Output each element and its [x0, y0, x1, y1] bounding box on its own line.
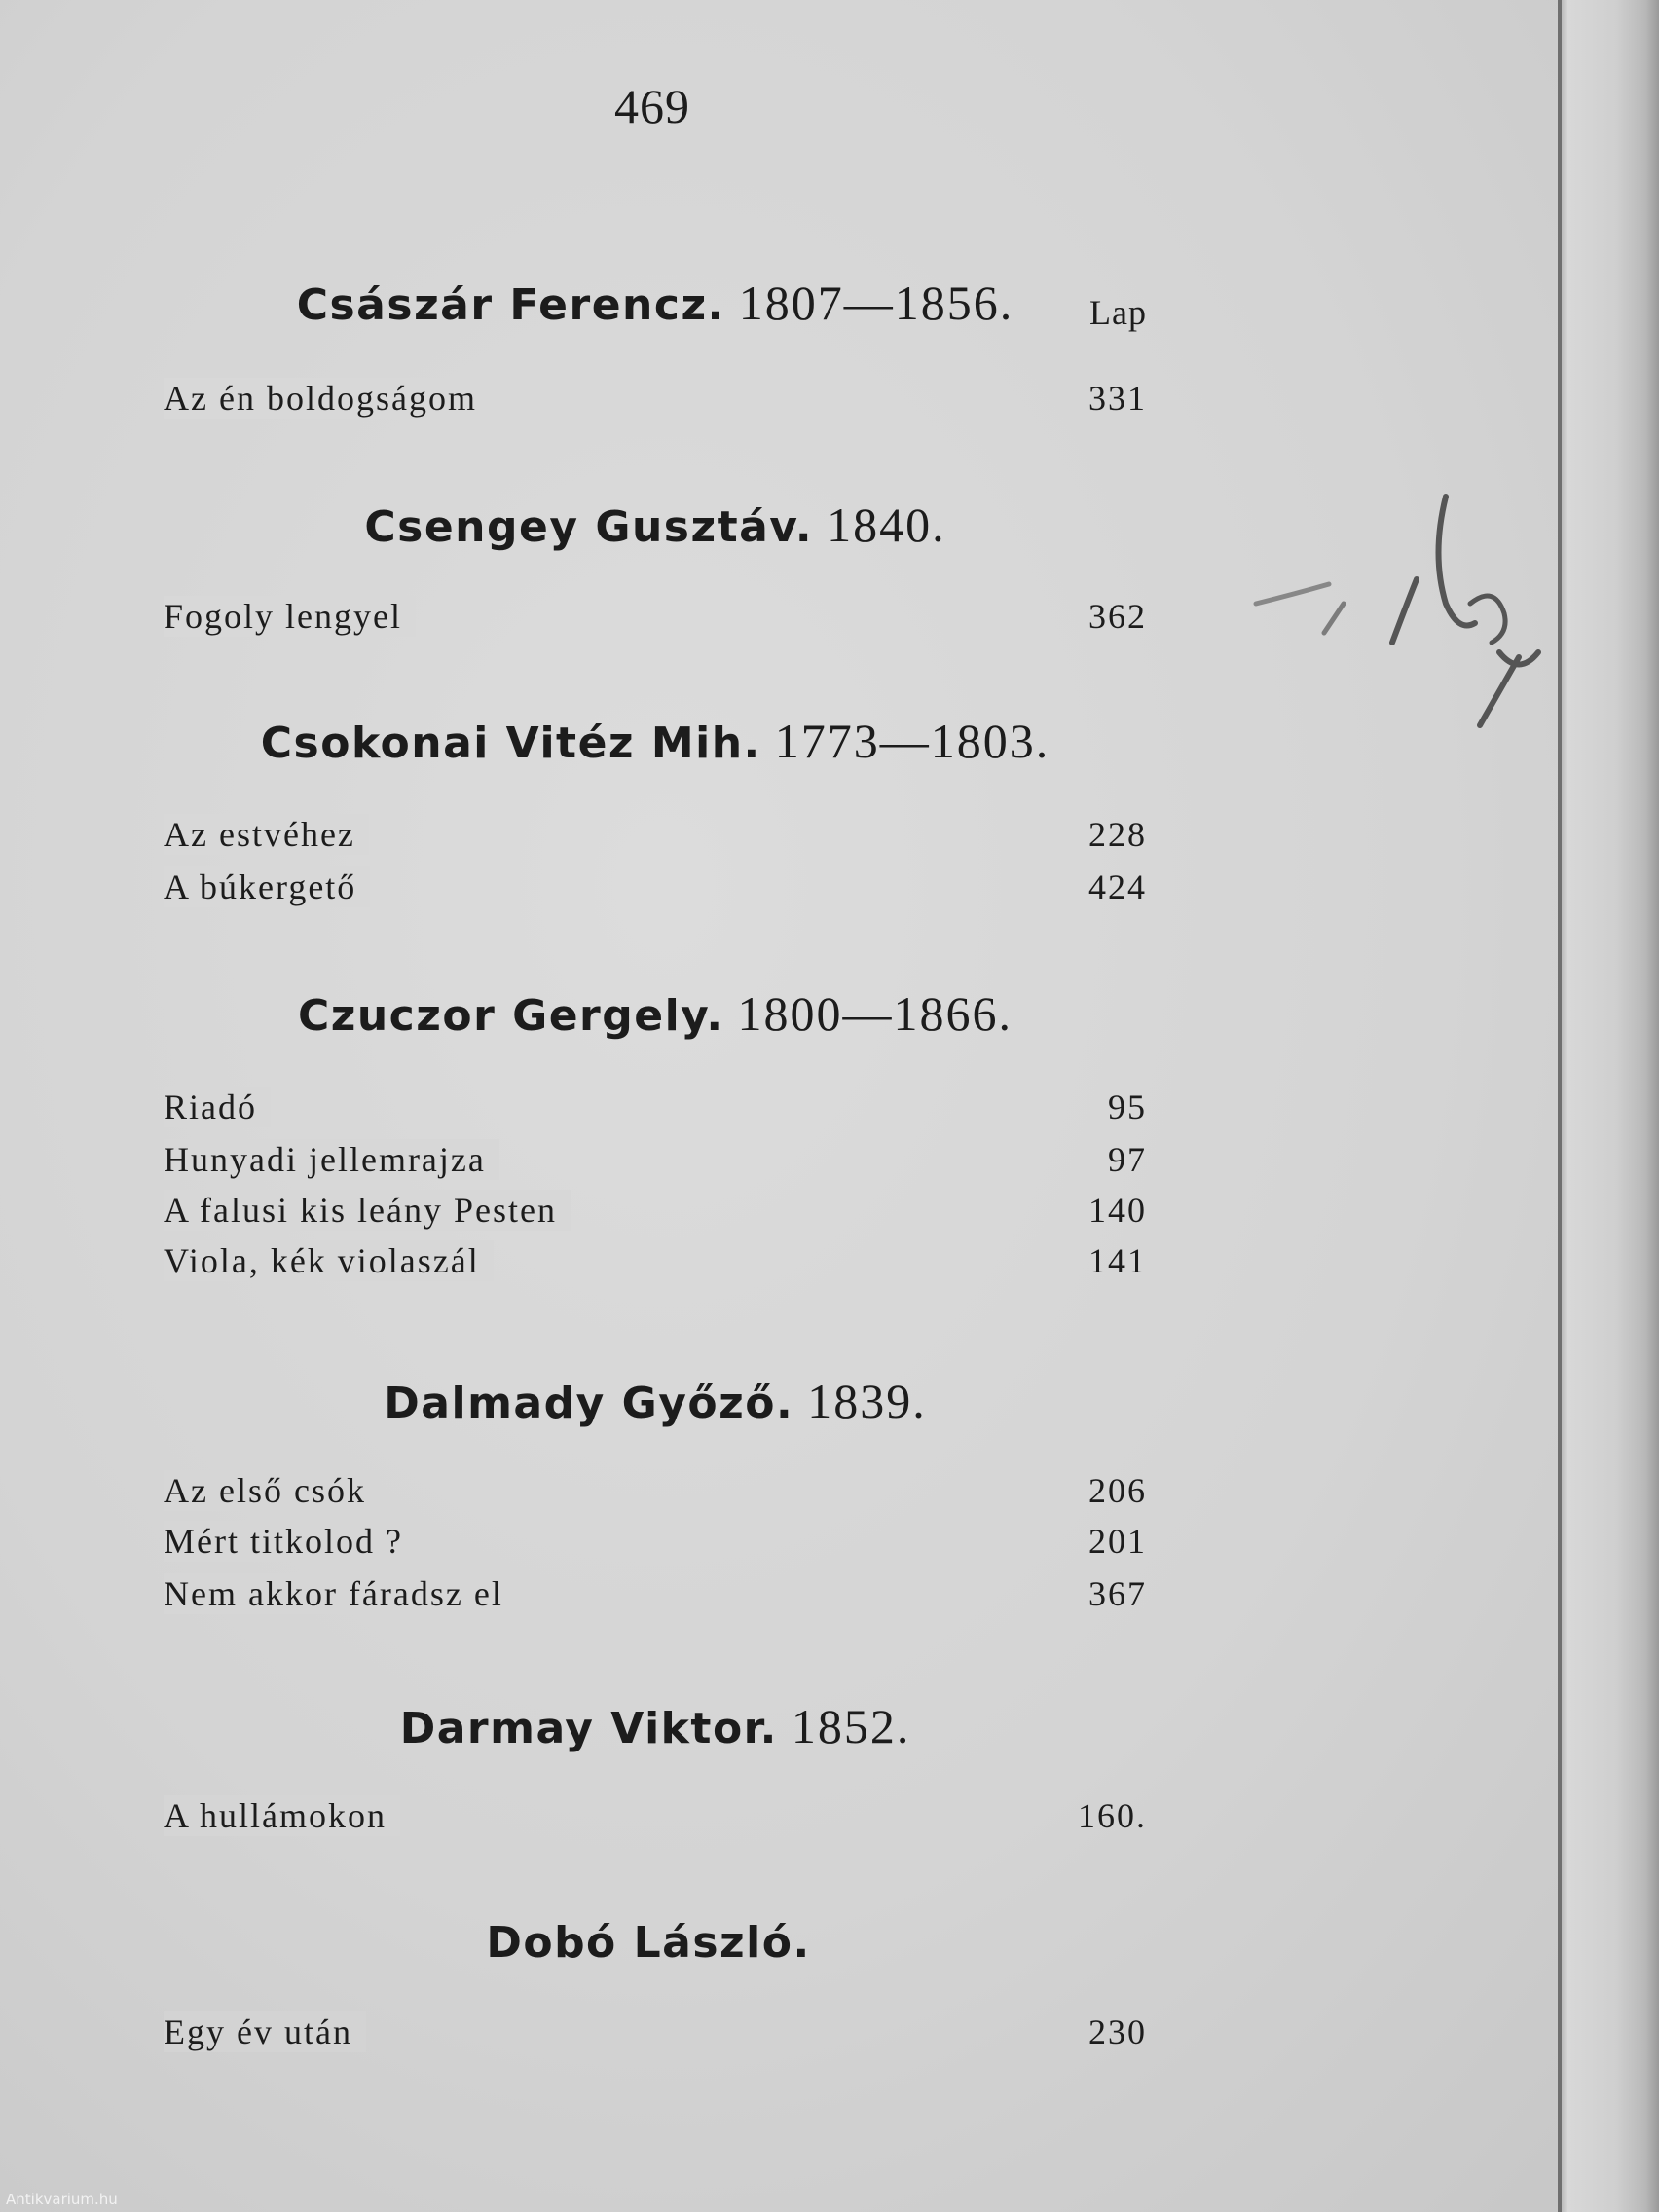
entry-page-number: 140: [1088, 1191, 1147, 1230]
toc-entry[interactable]: [164, 2011, 1147, 2060]
toc-entry[interactable]: [164, 596, 1147, 645]
entry-page-number: 206: [1088, 1471, 1147, 1510]
entry-page-number: 201: [1088, 1522, 1147, 1561]
author-name: Csokonai Vitéz Mih.: [260, 719, 761, 768]
toc-entry[interactable]: [164, 1573, 1147, 1622]
toc-entry[interactable]: [164, 1521, 1147, 1569]
author-name: Czuczor Gergely.: [297, 991, 724, 1041]
author-name: Császár Ferencz.: [296, 280, 725, 330]
author-heading: [164, 497, 1147, 553]
page-edge: [1558, 0, 1659, 2212]
entry-title: Egy év után: [164, 2011, 366, 2052]
author-heading: [164, 713, 1147, 769]
author-years: 1839.: [807, 1374, 927, 1428]
page-column-label: Lap: [1089, 293, 1147, 332]
entry-title: Riadó: [164, 1087, 271, 1127]
toc-entry[interactable]: [164, 814, 1147, 863]
entry-page-number: 141: [1088, 1241, 1147, 1280]
entry-page-number: 331: [1088, 379, 1147, 418]
author-heading: [164, 1373, 1147, 1429]
entry-title: A falusi kis leány Pesten: [164, 1190, 571, 1231]
entry-title: Az első csók: [164, 1470, 380, 1511]
entry-title: Viola, kék violaszál: [164, 1240, 494, 1281]
author-years: 1773—1803.: [774, 714, 1051, 768]
toc-entry[interactable]: [164, 1087, 1147, 1135]
entry-page-number: 424: [1088, 867, 1147, 906]
author-heading: [164, 985, 1147, 1042]
entry-page-number: 228: [1088, 815, 1147, 854]
page-number: 469: [614, 79, 690, 133]
toc-entry[interactable]: [164, 1240, 1147, 1289]
entry-page-number: 367: [1088, 1574, 1147, 1613]
entry-title: Nem akkor fáradsz el: [164, 1573, 517, 1614]
toc-entry[interactable]: [164, 1795, 1147, 1844]
author-heading: [164, 1912, 1147, 1969]
entry-page-number: 230: [1088, 2012, 1147, 2051]
toc-entry[interactable]: [164, 1139, 1147, 1188]
author-name: Darmay Viktor.: [399, 1704, 778, 1753]
watermark-text: Antikvarium.hu: [6, 2191, 118, 2208]
author-years: 1840.: [827, 498, 946, 552]
toc-entry[interactable]: [164, 1470, 1147, 1519]
entry-title: Mért titkolod ?: [164, 1521, 417, 1562]
entry-page-number: 362: [1088, 597, 1147, 636]
author-years: 1800—1866.: [737, 986, 1014, 1041]
author-name: Csengey Gusztáv.: [364, 502, 814, 552]
author-heading: [164, 1698, 1147, 1754]
entry-title: A hullámokon: [164, 1795, 400, 1836]
entry-page-number: 160.: [1078, 1796, 1147, 1835]
author-name: Dobó László.: [486, 1918, 811, 1968]
entry-page-number: 97: [1108, 1140, 1147, 1179]
entry-page-number: 95: [1108, 1088, 1147, 1126]
author-name: Dalmady Győző.: [384, 1379, 794, 1428]
toc-entry[interactable]: [164, 1190, 1147, 1238]
entry-title: Hunyadi jellemrajza: [164, 1139, 499, 1180]
entry-title: Az én boldogságom: [164, 378, 491, 419]
entry-title: A búkergető: [164, 866, 370, 907]
author-years: 1807—1856.: [738, 276, 1014, 330]
toc-entry[interactable]: [164, 866, 1147, 915]
entry-title: Az estvéhez: [164, 814, 369, 855]
author-heading: [164, 275, 1147, 331]
entry-title: Fogoly lengyel: [164, 596, 416, 637]
author-years: 1852.: [791, 1699, 911, 1753]
toc-entry[interactable]: [164, 378, 1147, 426]
pencil-scribble-icon: [1236, 487, 1558, 750]
